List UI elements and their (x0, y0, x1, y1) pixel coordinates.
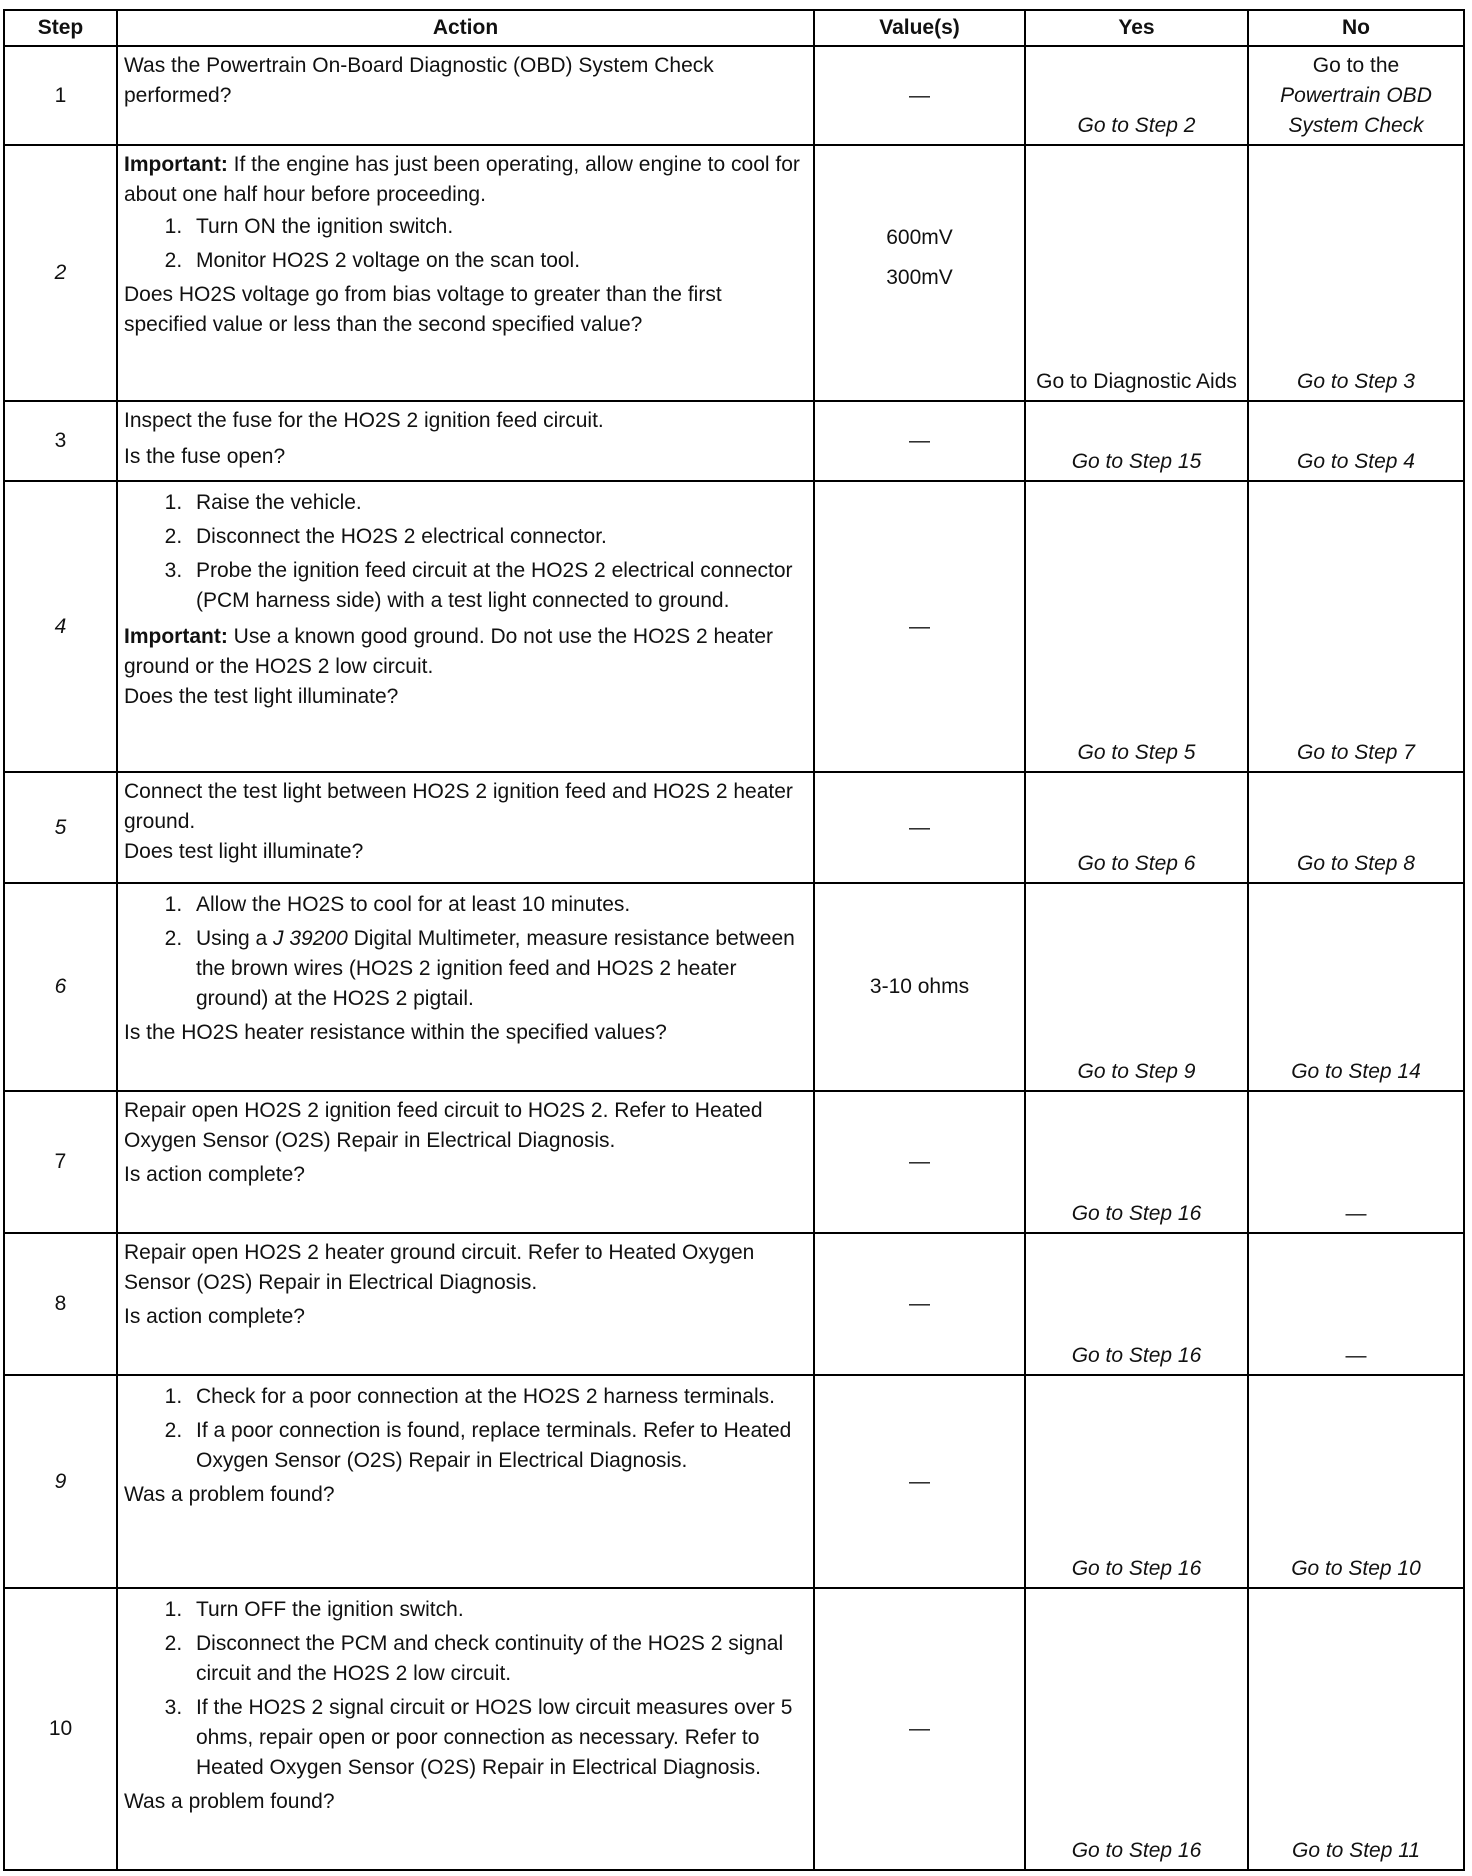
action-cell (117, 401, 814, 481)
header-values: Value(s) (814, 10, 1025, 46)
action-cell (117, 772, 814, 883)
header-row (4, 10, 1464, 46)
value-second: 300mV (886, 266, 953, 289)
step-list (124, 488, 807, 616)
list-item: 2. Monitor HO2S 2 voltage on the scan tool. (188, 246, 807, 276)
value-cell: — (814, 46, 1025, 145)
table-row (4, 46, 1464, 145)
action-cell (117, 1588, 814, 1870)
goto-link: Go to Step 2 (1077, 114, 1196, 137)
step-number: 4 (4, 481, 117, 772)
step-list (124, 1382, 807, 1476)
list-item: 2. Disconnect the PCM and check continuity of the HO2S 2 signal circuit and the HO2S 2 low circuit. (188, 1629, 807, 1689)
action-cell (117, 481, 814, 772)
no-cell (1248, 772, 1464, 883)
action-cell (117, 1233, 814, 1375)
step-number: 3 (4, 401, 117, 481)
value-cell: — (814, 1375, 1025, 1588)
goto-link: Go to Step 4 (1297, 450, 1415, 473)
diagnostic-table (3, 9, 1465, 1871)
instruction: Repair open HO2S 2 heater ground circuit. Refer to Heated Oxygen Sensor (O2S) Repair in Electrical Diagnosis. (124, 1241, 755, 1294)
no-cell (1248, 1091, 1464, 1233)
goto-link: Go to Step 3 (1297, 370, 1415, 393)
value-cell (814, 145, 1025, 401)
goto-link: Go to Step 16 (1071, 1344, 1202, 1367)
list-item: 1. Turn OFF the ignition switch. (188, 1595, 807, 1625)
table-row (4, 1375, 1464, 1588)
goto-link: Go to Step 10 (1291, 1557, 1421, 1580)
list-item-text: Using a (196, 927, 274, 950)
goto-link: Go to Step 11 (1291, 1839, 1421, 1862)
goto-link: Go to Step 16 (1071, 1839, 1202, 1862)
goto-link: Go to Step 14 (1291, 1060, 1421, 1083)
action-cell (117, 145, 814, 401)
instruction: Inspect the fuse for the HO2S 2 ignition feed circuit. (124, 409, 604, 432)
list-item: 1. Check for a poor connection at the HO2S 2 harness terminals. (188, 1382, 807, 1412)
question: Is action complete? (124, 1163, 305, 1186)
step-number: 1 (4, 46, 117, 145)
step-list (124, 1595, 807, 1783)
instruction: Connect the test light between HO2S 2 ignition feed and HO2S 2 heater ground. (124, 780, 793, 833)
question: Was a problem found? (124, 1483, 335, 1506)
no-cell (1248, 401, 1464, 481)
yes-cell (1025, 772, 1248, 883)
no-cell (1248, 1588, 1464, 1870)
yes-cell (1025, 1588, 1248, 1870)
list-item: 1. Turn ON the ignition switch. (188, 212, 807, 242)
action-cell (117, 1375, 814, 1588)
question: Is action complete? (124, 1305, 305, 1328)
question: Was a problem found? (124, 1790, 335, 1813)
goto-prefix: Go to the (1312, 54, 1400, 77)
yes-cell (1025, 1091, 1248, 1233)
yes-cell (1025, 401, 1248, 481)
list-item (188, 924, 807, 1014)
important-label: Important: (124, 625, 228, 648)
no-cell (1248, 1375, 1464, 1588)
header-step: Step (4, 10, 117, 46)
header-no: No (1248, 10, 1464, 46)
step-list (124, 212, 807, 276)
goto-link: — (1345, 1202, 1367, 1225)
important-text: Use a known good ground. Do not use the HO2S 2 heater ground or the HO2S 2 low circuit. (124, 625, 774, 678)
table-row (4, 481, 1464, 772)
yes-cell (1025, 481, 1248, 772)
yes-cell (1025, 1375, 1248, 1588)
list-item: 3. If the HO2S 2 signal circuit or HO2S low circuit measures over 5 ohms, repair open or poor connection as necessary. Refer to Heated Oxygen Sensor (O2S) Repair in Electrical Diagnosis. (188, 1693, 807, 1783)
list-item: 3. Probe the ignition feed circuit at the HO2S 2 electrical connector (PCM harness side) with a test light connected to ground. (188, 556, 807, 616)
question: Does test light illuminate? (124, 840, 364, 863)
yes-cell (1025, 883, 1248, 1091)
important-note (124, 150, 807, 210)
list-item: 2. Disconnect the HO2S 2 electrical connector. (188, 522, 807, 552)
goto-link: Go to Step 7 (1297, 741, 1415, 764)
yes-cell (1025, 145, 1248, 401)
step-number: 8 (4, 1233, 117, 1375)
value-first: 600mV (886, 226, 953, 249)
action-cell (117, 883, 814, 1091)
question: Is the fuse open? (124, 445, 286, 468)
step-number: 7 (4, 1091, 117, 1233)
no-cell (1248, 1233, 1464, 1375)
goto-link: Go to Step 8 (1297, 852, 1415, 875)
goto-link: Powertrain OBD System Check (1280, 84, 1432, 137)
question: Was the Powertrain On-Board Diagnostic (OBD) System Check performed? (124, 54, 714, 107)
action-cell (117, 46, 814, 145)
no-cell (1248, 883, 1464, 1091)
goto-link: Go to Diagnostic Aids (1036, 370, 1237, 393)
tool-number: J 39200 (273, 927, 348, 950)
value-cell: — (814, 481, 1025, 772)
yes-cell (1025, 46, 1248, 145)
step-number: 2 (4, 145, 117, 401)
instruction: Repair open HO2S 2 ignition feed circuit to HO2S 2. Refer to Heated Oxygen Sensor (O2S) Repair in Electrical Diagnosis. (124, 1099, 763, 1152)
no-cell (1248, 481, 1464, 772)
value-cell: — (814, 401, 1025, 481)
important-note (124, 622, 807, 682)
table-row (4, 1233, 1464, 1375)
step-number: 6 (4, 883, 117, 1091)
step-number: 10 (4, 1588, 117, 1870)
table-row (4, 1588, 1464, 1870)
goto-link: Go to Step 16 (1071, 1557, 1202, 1580)
value-cell: — (814, 1091, 1025, 1233)
list-item: 1. Raise the vehicle. (188, 488, 807, 518)
table-row (4, 772, 1464, 883)
step-list (124, 890, 807, 1014)
table-row (4, 883, 1464, 1091)
list-item: 1. Allow the HO2S to cool for at least 10 minutes. (188, 890, 807, 920)
value-cell: — (814, 772, 1025, 883)
table-row (4, 401, 1464, 481)
value-cell: 3-10 ohms (814, 883, 1025, 1091)
goto-link: Go to Step 5 (1077, 741, 1196, 764)
important-label: Important: (124, 153, 228, 176)
important-text: If the engine has just been operating, allow engine to cool for about one half hour before proceeding. (124, 153, 800, 206)
table-row (4, 1091, 1464, 1233)
list-item-text: Digital Multimeter, measure resistance between the brown wires (HO2S 2 ignition feed and HO2S 2 heater ground) at the HO2S 2 pigtail. (196, 927, 795, 1010)
question: Is the HO2S heater resistance within the specified values? (124, 1021, 667, 1044)
value-cell: — (814, 1233, 1025, 1375)
step-number: 9 (4, 1375, 117, 1588)
no-cell (1248, 46, 1464, 145)
goto-link: Go to Step 9 (1077, 1060, 1196, 1083)
step-number: 5 (4, 772, 117, 883)
yes-cell (1025, 1233, 1248, 1375)
no-cell (1248, 145, 1464, 401)
goto-link: Go to Step 15 (1071, 450, 1202, 473)
list-item: 2. If a poor connection is found, replace terminals. Refer to Heated Oxygen Sensor (O2S) Repair in Electrical Diagnosis. (188, 1416, 807, 1476)
header-yes: Yes (1025, 10, 1248, 46)
goto-link: Go to Step 6 (1077, 852, 1196, 875)
question: Does HO2S voltage go from bias voltage to greater than the first specified value or less than the second specified value? (124, 283, 722, 336)
question: Does the test light illuminate? (124, 685, 399, 708)
action-cell (117, 1091, 814, 1233)
table-row (4, 145, 1464, 401)
goto-link: — (1345, 1344, 1367, 1367)
value-cell: — (814, 1588, 1025, 1870)
goto-link: Go to Step 16 (1071, 1202, 1202, 1225)
header-action: Action (117, 10, 814, 46)
